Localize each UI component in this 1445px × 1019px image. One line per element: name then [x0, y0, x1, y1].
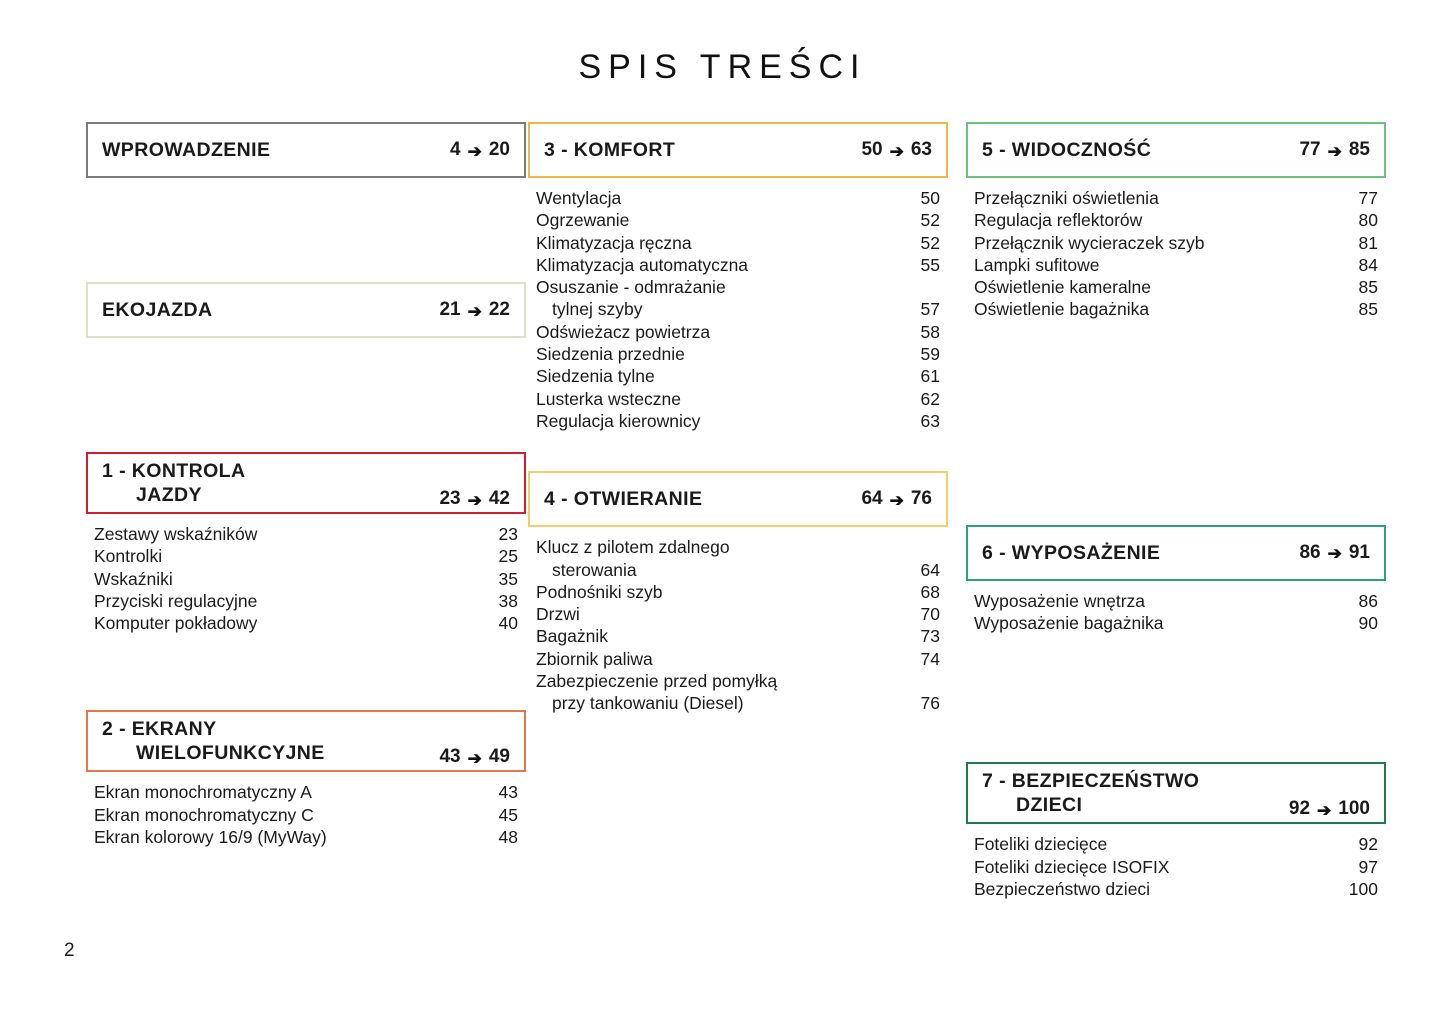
toc-entry[interactable]: Bagażnik 73 [536, 626, 940, 647]
toc-entry[interactable]: Oświetlenie bagażnika 85 [974, 299, 1378, 320]
toc-entry[interactable]: Foteliki dziecięce 92 [974, 834, 1378, 855]
toc-entry[interactable]: Przyciski regulacyjne 38 [94, 590, 518, 611]
section-page-range: 4 ➔ 20 [450, 139, 510, 161]
section-title: EKOJAZDA [102, 298, 213, 321]
arrow-icon: ➔ [1327, 141, 1342, 161]
section-otwieranie [528, 471, 948, 714]
toc-entry[interactable]: Odświeżacz powietrza 58 [536, 321, 940, 342]
section-entries [966, 590, 1386, 635]
arrow-icon: ➔ [467, 748, 482, 768]
section-page-range: 23 ➔ 42 [439, 488, 510, 510]
arrow-icon: ➔ [889, 141, 904, 161]
toc-entry[interactable]: Klimatyzacja automatyczna 55 [536, 254, 940, 275]
toc-entry[interactable]: Ekran monochromatyczny A 43 [94, 782, 518, 803]
toc-entry[interactable]: Wskaźniki 35 [94, 568, 518, 589]
toc-columns [0, 122, 1445, 900]
section-title: 6 - WYPOSAŻENIE [982, 541, 1161, 564]
section-title: 5 - WIDOCZNOŚĆ [982, 138, 1152, 161]
section-entries [528, 187, 948, 432]
section-header-komfort[interactable] [528, 122, 948, 178]
arrow-icon: ➔ [467, 301, 482, 321]
toc-column-3 [966, 122, 1386, 900]
section-title: 3 - KOMFORT [544, 138, 676, 161]
section-page-range: 77 ➔ 85 [1299, 139, 1370, 161]
section-header-bezpieczenstwo-dzieci[interactable] [966, 762, 1386, 824]
toc-entry[interactable]: Oświetlenie kameralne 85 [974, 277, 1378, 298]
section-header-wyposazenie[interactable] [966, 525, 1386, 581]
section-wyposazenie [966, 525, 1386, 635]
toc-entry[interactable]: Siedzenia tylne 61 [536, 366, 940, 387]
section-entries [86, 781, 526, 848]
section-ekrany-wielofunkcyjne [86, 710, 526, 848]
spacer [966, 634, 1386, 762]
section-ekojazda [86, 282, 526, 338]
toc-entry[interactable]: Wyposażenie bagażnika 90 [974, 613, 1378, 634]
section-page-range: 43 ➔ 49 [439, 746, 510, 768]
spacer [966, 321, 1386, 525]
section-entries [528, 536, 948, 714]
toc-entry[interactable]: Ekran kolorowy 16/9 (MyWay) 48 [94, 827, 518, 848]
toc-entry[interactable]: Ekran monochromatyczny C 45 [94, 804, 518, 825]
toc-entry[interactable]: Przełączniki oświetlenia 77 [974, 188, 1378, 208]
toc-column-1 [86, 122, 526, 900]
section-page-range: 64 ➔ 76 [861, 488, 932, 510]
section-page-range: 92 ➔ 100 [1288, 798, 1370, 820]
toc-entry[interactable]: Lampki sufitowe 84 [974, 254, 1378, 275]
section-header-kontrola-jazdy[interactable] [86, 452, 526, 514]
section-page-range: 86 ➔ 91 [1299, 541, 1370, 564]
section-title: 7 - BEZPIECZEŃSTWO DZIECI [982, 770, 1200, 817]
toc-entry[interactable]: Wentylacja 50 [536, 188, 940, 208]
section-widocznosc [966, 122, 1386, 321]
toc-entry[interactable]: Regulacja kierownicy 63 [536, 410, 940, 431]
toc-entry[interactable]: Zbiornik paliwa 74 [536, 648, 940, 669]
toc-entry[interactable]: Lusterka wsteczne 62 [536, 388, 940, 409]
toc-entry[interactable]: Bezpieczeństwo dzieci 100 [974, 878, 1378, 899]
toc-entry[interactable]: Foteliki dziecięce ISOFIX 97 [974, 856, 1378, 877]
arrow-icon: ➔ [1327, 544, 1342, 564]
toc-entry[interactable]: Wyposażenie wnętrza 86 [974, 590, 1378, 611]
section-header-ekrany-wielofunkcyjne[interactable] [86, 710, 526, 772]
toc-entry[interactable]: Zestawy wskaźników 23 [94, 524, 518, 544]
toc-entry[interactable]: tylnej szyby 57 [552, 299, 940, 320]
section-header-ekojazda[interactable] [86, 282, 526, 338]
section-entries [966, 187, 1386, 321]
arrow-icon: ➔ [467, 490, 482, 510]
toc-entry[interactable]: Klimatyzacja ręczna 52 [536, 232, 940, 253]
toc-entry[interactable]: Regulacja reflektorów 80 [974, 210, 1378, 231]
spacer [86, 338, 526, 452]
section-header-wprowadzenie[interactable] [86, 122, 526, 178]
section-title: 2 - EKRANY WIELOFUNKCYJNE [102, 718, 325, 765]
toc-entry[interactable]: Przełącznik wycieraczek szyb 81 [974, 232, 1378, 253]
page-number: 2 [64, 940, 75, 961]
toc-entry[interactable]: Siedzenia przednie 59 [536, 344, 940, 365]
toc-entry[interactable]: Ogrzewanie 52 [536, 210, 940, 231]
toc-column-2 [528, 122, 948, 900]
toc-entry[interactable]: Podnośniki szyb 68 [536, 581, 940, 602]
arrow-icon: ➔ [467, 141, 482, 161]
page-title: SPIS TREŚCI [578, 48, 867, 86]
toc-entry[interactable]: Osuszanie - odmrażanie [536, 277, 726, 298]
arrow-icon: ➔ [889, 490, 904, 510]
section-header-otwieranie[interactable] [528, 471, 948, 527]
section-wprowadzenie [86, 122, 526, 178]
section-kontrola-jazdy [86, 452, 526, 634]
section-entries [86, 523, 526, 634]
toc-entry[interactable]: Kontrolki 25 [94, 546, 518, 567]
toc-entry[interactable]: przy tankowaniu (Diesel) 76 [552, 693, 940, 714]
spacer [86, 178, 526, 282]
section-page-range: 21 ➔ 22 [439, 299, 510, 321]
section-header-widocznosc[interactable] [966, 122, 1386, 178]
section-komfort [528, 122, 948, 432]
section-bezpieczenstwo-dzieci [966, 762, 1386, 900]
toc-entry[interactable]: sterowania 64 [552, 559, 940, 580]
toc-entry[interactable]: Komputer pokładowy 40 [94, 613, 518, 634]
section-title: 1 - KONTROLA JAZDY [102, 459, 246, 506]
toc-entry[interactable]: Drzwi 70 [536, 604, 940, 625]
arrow-icon: ➔ [1317, 800, 1332, 820]
section-page-range: 50 ➔ 63 [861, 139, 932, 161]
spacer [528, 432, 948, 471]
section-entries [966, 833, 1386, 900]
toc-entry[interactable]: Klucz z pilotem zdalnego [536, 537, 730, 558]
section-title: 4 - OTWIERANIE [544, 488, 703, 511]
toc-entry[interactable]: Zabezpieczenie przed pomyłką [536, 671, 778, 692]
spacer [86, 634, 526, 710]
section-title: WPROWADZENIE [102, 138, 271, 161]
